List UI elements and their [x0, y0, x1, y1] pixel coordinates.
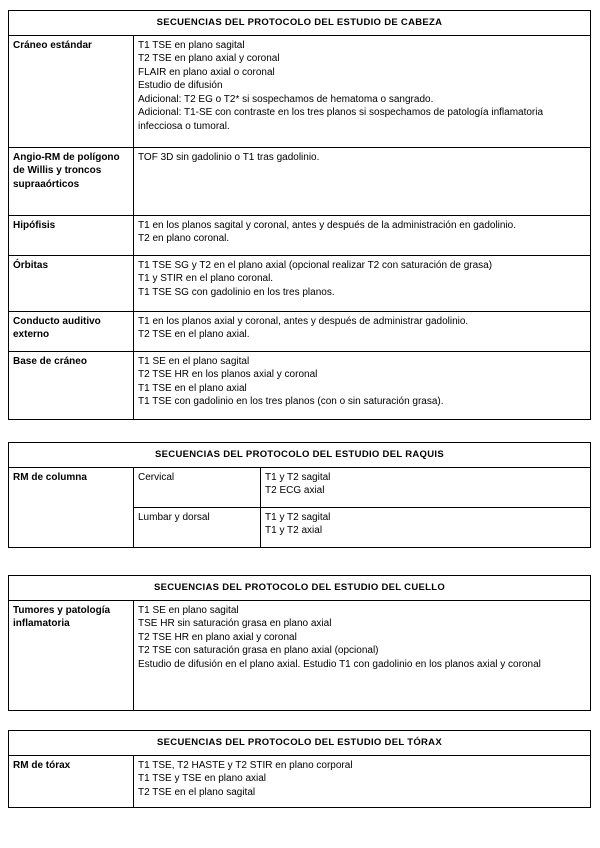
spine-protocol-table [8, 442, 591, 548]
sequence-line: T1 y T2 sagital [265, 511, 331, 523]
sequence-line: T1 y T2 sagital [265, 471, 331, 483]
sequence-line: T2 TSE HR en los planos axial y coronal [138, 369, 318, 380]
sequence-line: T1 TSE en el plano axial [138, 382, 247, 394]
sequence-line: T1 TSE, T2 HASTE y T2 STIR en plano corporal [138, 759, 353, 771]
table-row [9, 755, 591, 807]
row-sequences [134, 255, 591, 311]
row-label: Conducto auditivo externo [9, 311, 134, 351]
row-sequences [134, 755, 591, 807]
sequence-line: T2 TSE en el plano axial. [138, 329, 250, 340]
row-label: Cráneo estándar [9, 35, 134, 147]
region-cell: Cervical [134, 467, 261, 507]
row-label: Hipófisis [9, 215, 134, 255]
sequence-line: TOF 3D sin gadolinio o T1 tras gadolinio. [138, 151, 320, 163]
sequence-line: T2 TSE en el plano sagital [138, 786, 256, 798]
spine-protocol-title: SECUENCIAS DEL PROTOCOLO DEL ESTUDIO DEL RAQUIS [9, 443, 591, 468]
thorax-protocol-title: SECUENCIAS DEL PROTOCOLO DEL ESTUDIO DEL TÓRAX [9, 731, 591, 756]
row-label: Órbitas [9, 255, 134, 311]
row-sequences [134, 147, 591, 215]
sequence-line: FLAIR en plano axial o coronal [138, 66, 275, 78]
sequence-line: T1 SE en plano sagital [138, 604, 239, 616]
row-label: Angio-RM de polígono de Willis y troncos supraaórticos [9, 147, 134, 215]
sequence-line: T2 TSE con saturación grasa en plano axial (opcional) [138, 645, 379, 656]
sequence-line: T1 en los planos axial y coronal, antes y después de administrar gadolinio. [138, 315, 469, 327]
row-label: Base de cráneo [9, 351, 134, 419]
row-sequences [134, 351, 591, 419]
row-sequences [261, 507, 591, 547]
head-protocol-table [8, 10, 591, 420]
sequence-line: T2 TSE HR en plano axial y coronal [138, 631, 297, 643]
table-row [9, 311, 591, 351]
table-row [9, 147, 591, 215]
sequence-line: Estudio de difusión en el plano axial. Estudio T1 con gadolinio en los planos axial y coronal [138, 658, 541, 670]
row-sequences [134, 215, 591, 255]
sequence-line: T1 TSE y TSE en plano axial [138, 773, 267, 784]
thorax-protocol-table [8, 730, 591, 808]
table-row [9, 351, 591, 419]
sequence-line: T2 en plano coronal. [138, 233, 230, 244]
sequence-line: T2 ECG axial [265, 485, 325, 496]
row-sequences [134, 311, 591, 351]
table-row [9, 35, 591, 147]
sequence-line: T1 TSE con gadolinio en los tres planos (con o sin saturación grasa). [138, 396, 444, 407]
row-label: Tumores y patología inflamatoria [9, 600, 134, 710]
row-label: RM de tórax [9, 755, 134, 807]
neck-protocol-title: SECUENCIAS DEL PROTOCOLO DEL ESTUDIO DEL CUELLO [9, 576, 591, 601]
sequence-line: Estudio de difusión [138, 80, 223, 91]
sequence-line: T1 SE en el plano sagital [138, 355, 250, 367]
table-row [9, 467, 591, 507]
row-sequences [134, 35, 591, 147]
head-protocol-title: SECUENCIAS DEL PROTOCOLO DEL ESTUDIO DE CABEZA [9, 11, 591, 36]
sequence-line: T1 y STIR en el plano coronal. [138, 273, 274, 284]
table-row [9, 255, 591, 311]
row-sequences [261, 467, 591, 507]
sequence-line: T1 en los planos sagital y coronal, antes y después de la administración en gadolinio. [138, 219, 517, 231]
sequence-line: T1 y T2 axial [265, 525, 323, 536]
neck-protocol-table [8, 575, 591, 711]
region-cell: Lumbar y dorsal [134, 507, 261, 547]
table-row [9, 215, 591, 255]
sequence-line: TSE HR sin saturación grasa en plano axial [138, 618, 332, 629]
table-row [9, 600, 591, 710]
row-label: RM de columna [9, 467, 134, 547]
sequence-line: Adicional: T1-SE con contraste en los tres planos si sospechamos de patología inflamatoria infecciosa o tumoral. [138, 107, 544, 132]
sequence-line: Adicional: T2 EG o T2* si sospechamos de hematoma o sangrado. [138, 93, 434, 105]
sequence-line: T1 TSE SG con gadolinio en los tres planos. [138, 286, 335, 298]
sequence-line: T2 TSE en plano axial y coronal [138, 53, 280, 64]
row-sequences [134, 600, 591, 710]
sequence-line: T1 TSE SG y T2 en el plano axial (opcional realizar T2 con saturación de grasa) [138, 259, 493, 271]
sequence-line: T1 TSE en plano sagital [138, 39, 245, 51]
